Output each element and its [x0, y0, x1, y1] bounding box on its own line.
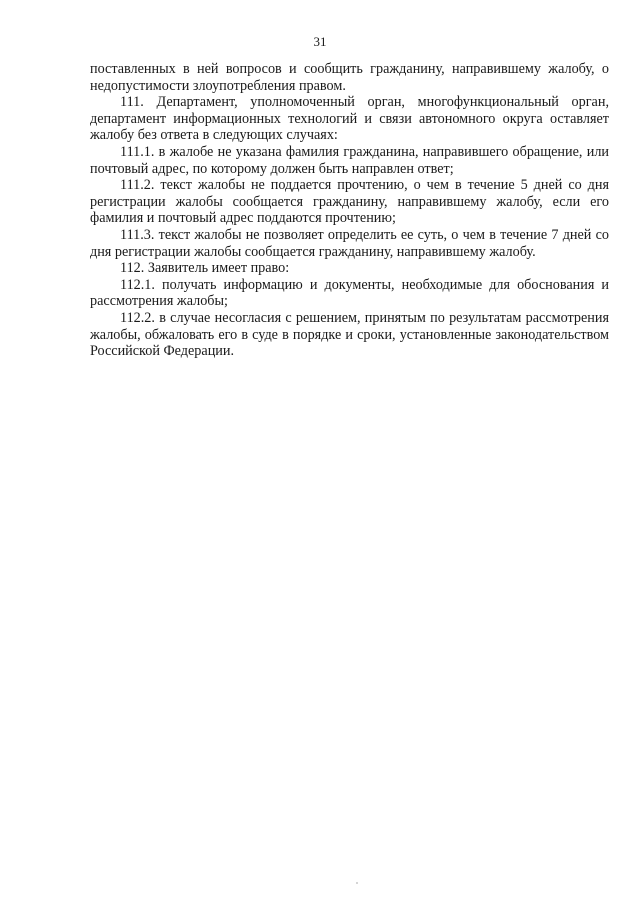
paragraph-111-3: 111.3. текст жалобы не позволяет определить ее суть, о чем в течение 7 дней со дня регистрации жалобы сообщается гражданину, направившему жалобу. [90, 226, 609, 260]
paragraph-112-2: 112.2. в случае несогласия с решением, принятым по результатам рассмотрения жалобы, обжаловать его в суде в порядке и сроки, установленные законодательством Российской Федерации. [90, 309, 609, 360]
scan-speck [356, 882, 358, 884]
document-body [90, 61, 609, 360]
paragraph-112: 112. Заявитель имеет право: [120, 260, 290, 277]
paragraph-111-2: 111.2. текст жалобы не поддается прочтению, о чем в течение 5 дней со дня регистрации жалобы сообщается гражданину, направившему жалобу, если его фамилия и почтовый адрес поддаются прочтению; [90, 177, 609, 227]
paragraph-112-1: 112.1. получать информацию и документы, необходимые для обоснования и рассмотрения жалобы; [90, 276, 609, 310]
paragraph-continuation: поставленных в ней вопросов и сообщить гражданину, направившему жалобу, о недопустимости злоупотребления правом. [90, 61, 609, 94]
page-number: 31 [313, 34, 327, 49]
paragraph-111-1: 111.1. в жалобе не указана фамилия гражданина, направившего обращение, или почтовый адрес, по которому должен быть направлен ответ; [90, 143, 609, 177]
paragraph-111: 111. Департамент, уполномоченный орган, многофункциональный орган, департамент информационных технологий и связи автономного округа оставляет жалобу без ответа в следующих случаях: [90, 94, 609, 144]
